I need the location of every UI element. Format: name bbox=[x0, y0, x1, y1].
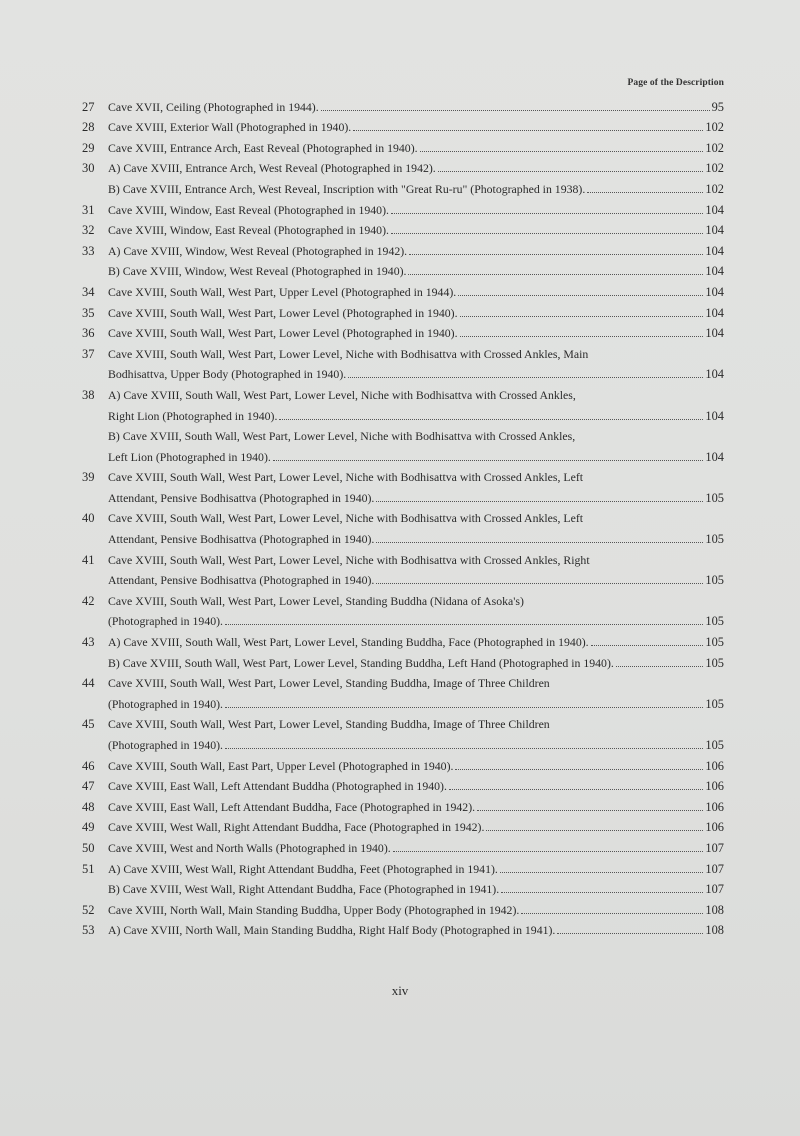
entry-page-number: 104 bbox=[705, 202, 724, 217]
dot-leader bbox=[591, 645, 704, 646]
dot-leader bbox=[521, 913, 703, 914]
dot-leader bbox=[376, 542, 703, 543]
entry-page-number: 106 bbox=[705, 758, 724, 773]
dot-leader bbox=[279, 419, 703, 420]
entry-title: B) Cave XVIII, West Wall, Right Attendant Buddha, Face (Photographed in 1941). bbox=[108, 882, 500, 897]
dot-leader bbox=[225, 748, 703, 749]
toc-entry bbox=[82, 525, 724, 546]
dot-leader bbox=[460, 316, 704, 317]
entry-page-number: 104 bbox=[705, 284, 724, 299]
entry-page-number: 104 bbox=[705, 449, 724, 464]
toc-entry bbox=[82, 237, 724, 258]
dot-leader bbox=[353, 130, 703, 131]
dot-leader bbox=[391, 233, 703, 234]
entry-title: Cave XVIII, South Wall, West Part, Lower Level, Standing Buddha, Image of Three Children bbox=[108, 717, 550, 732]
plate-number: 33 bbox=[82, 243, 95, 258]
dot-leader bbox=[486, 830, 703, 831]
entry-page-number: 102 bbox=[705, 120, 724, 135]
plate-number: 45 bbox=[82, 717, 95, 732]
entry-page-number: 105 bbox=[705, 738, 724, 752]
entry-title: Cave XVIII, South Wall, West Part, Upper Level (Photographed in 1944). bbox=[108, 284, 457, 299]
entry-page-number: 107 bbox=[705, 840, 724, 855]
plate-number: 37 bbox=[82, 346, 95, 361]
entry-page-number: 102 bbox=[705, 181, 724, 196]
entry-page-number: 106 bbox=[705, 799, 724, 814]
entry-page-number: 108 bbox=[705, 902, 724, 917]
plate-number: 50 bbox=[82, 840, 95, 855]
toc-entry bbox=[82, 546, 724, 567]
plate-number: 48 bbox=[82, 799, 95, 814]
page-header: Page of the Description bbox=[627, 78, 724, 88]
entry-page-number: 107 bbox=[705, 882, 724, 897]
entry-title: Attendant, Pensive Bodhisattva (Photographed in 1940). bbox=[108, 490, 375, 505]
toc-entry bbox=[82, 484, 724, 505]
toc-entry bbox=[82, 402, 724, 423]
entry-title: Cave XVIII, South Wall, West Part, Lower Level (Photographed in 1940). bbox=[108, 305, 458, 320]
toc-entry bbox=[82, 320, 724, 341]
toc-entry bbox=[82, 155, 724, 176]
plate-number: 46 bbox=[82, 758, 95, 773]
toc-entry bbox=[82, 814, 724, 835]
toc-entry bbox=[82, 752, 724, 773]
dot-leader bbox=[376, 501, 703, 502]
dot-leader bbox=[477, 810, 703, 811]
plate-number: 34 bbox=[82, 284, 95, 299]
entry-title: Cave XVIII, South Wall, West Part, Lower Level, Standing Buddha, Image of Three Children bbox=[108, 676, 550, 691]
plate-number: 31 bbox=[82, 202, 95, 217]
entry-title: Attendant, Pensive Bodhisattva (Photographed in 1940). bbox=[108, 532, 375, 547]
entry-title: Cave XVIII, South Wall, West Part, Lower Level (Photographed in 1940). bbox=[108, 326, 458, 341]
entry-page-number: 106 bbox=[705, 779, 724, 794]
entry-page-number: 104 bbox=[705, 223, 724, 238]
entry-page-number: 105 bbox=[705, 490, 724, 505]
entry-page-number: 104 bbox=[705, 367, 724, 382]
plate-number: 42 bbox=[82, 593, 95, 608]
entry-page-number: 104 bbox=[705, 264, 724, 279]
entry-title: (Photographed in 1940). bbox=[108, 738, 224, 752]
entry-title: Cave XVIII, West Wall, Right Attendant Buddha, Face (Photographed in 1942). bbox=[108, 820, 485, 835]
toc-entry bbox=[82, 773, 724, 794]
toc-entry bbox=[82, 670, 724, 691]
entry-title: Left Lion (Photographed in 1940). bbox=[108, 449, 271, 464]
toc-entry bbox=[82, 299, 724, 320]
dot-leader bbox=[557, 933, 703, 934]
toc-entry bbox=[82, 628, 724, 649]
entry-title: Cave XVIII, Entrance Arch, East Reveal (Photographed in 1940). bbox=[108, 140, 418, 155]
toc-entry bbox=[82, 134, 724, 155]
entry-title: A) Cave XVIII, Window, West Reveal (Photographed in 1942). bbox=[108, 243, 408, 258]
toc-entry bbox=[82, 690, 724, 711]
entry-title: Cave XVIII, East Wall, Left Attendant Buddha (Photographed in 1940). bbox=[108, 779, 447, 794]
toc-entry bbox=[82, 175, 724, 196]
toc-entry bbox=[82, 258, 724, 279]
dot-leader bbox=[273, 460, 704, 461]
entry-title: Cave XVIII, West and North Walls (Photographed in 1940). bbox=[108, 840, 391, 855]
plate-number: 29 bbox=[82, 140, 95, 155]
entry-title: Cave XVIII, South Wall, West Part, Lower Level, Niche with Bodhisattva with Crossed Ankles, Right bbox=[108, 552, 590, 567]
plate-number: 30 bbox=[82, 161, 95, 176]
dot-leader bbox=[391, 213, 703, 214]
entry-title: Cave XVII, Ceiling (Photographed in 1944). bbox=[108, 99, 319, 114]
entry-title: Right Lion (Photographed in 1940). bbox=[108, 408, 278, 423]
toc-entry bbox=[82, 114, 724, 135]
table-of-contents bbox=[82, 93, 724, 937]
dot-leader bbox=[348, 377, 703, 378]
toc-entry bbox=[82, 423, 724, 444]
entry-title: Cave XVIII, South Wall, West Part, Lower Level, Niche with Bodhisattva with Crossed Ankles, Left bbox=[108, 511, 584, 526]
toc-entry bbox=[82, 443, 724, 464]
dot-leader bbox=[408, 274, 703, 275]
entry-page-number: 104 bbox=[705, 408, 724, 423]
entry-title: Cave XVIII, Window, East Reveal (Photographed in 1940). bbox=[108, 223, 389, 238]
plate-number: 28 bbox=[82, 120, 95, 135]
entry-title: A) Cave XVIII, South Wall, West Part, Lower Level, Niche with Bodhisattva with Crossed Ankles, bbox=[108, 387, 576, 402]
toc-entry bbox=[82, 896, 724, 917]
entry-title: Cave XVIII, Window, East Reveal (Photographed in 1940). bbox=[108, 202, 389, 217]
plate-number: 39 bbox=[82, 470, 95, 485]
dot-leader bbox=[409, 254, 703, 255]
entry-page-number: 107 bbox=[705, 861, 724, 876]
plate-number: 41 bbox=[82, 552, 95, 567]
toc-entry bbox=[82, 917, 724, 938]
entry-page-number: 105 bbox=[705, 635, 724, 650]
entry-title: Cave XVIII, South Wall, West Part, Lower Level, Standing Buddha (Nidana of Asoka's) bbox=[108, 593, 524, 608]
toc-entry bbox=[82, 649, 724, 670]
entry-title: Bodhisattva, Upper Body (Photographed in 1940). bbox=[108, 367, 347, 382]
entry-page-number: 105 bbox=[705, 573, 724, 588]
dot-leader bbox=[225, 707, 703, 708]
plate-number: 27 bbox=[82, 99, 95, 114]
toc-entry bbox=[82, 217, 724, 238]
entry-page-number: 104 bbox=[705, 305, 724, 320]
toc-entry bbox=[82, 731, 724, 752]
toc-entry bbox=[82, 567, 724, 588]
dot-leader bbox=[225, 624, 703, 625]
plate-number: 43 bbox=[82, 635, 95, 650]
dot-leader bbox=[438, 171, 704, 172]
entry-title: Cave XVIII, East Wall, Left Attendant Buddha, Face (Photographed in 1942). bbox=[108, 799, 476, 814]
entry-page-number: 105 bbox=[705, 696, 724, 711]
entry-page-number: 105 bbox=[705, 614, 724, 629]
plate-number: 44 bbox=[82, 676, 95, 691]
dot-leader bbox=[376, 583, 703, 584]
toc-entry bbox=[82, 278, 724, 299]
plate-number: 35 bbox=[82, 305, 95, 320]
entry-title: B) Cave XVIII, South Wall, West Part, Lower Level, Standing Buddha, Left Hand (Photographed in 1940). bbox=[108, 655, 614, 670]
entry-page-number: 106 bbox=[705, 820, 724, 835]
dot-leader bbox=[393, 851, 704, 852]
toc-entry bbox=[82, 834, 724, 855]
entry-title: A) Cave XVIII, Entrance Arch, West Reveal (Photographed in 1942). bbox=[108, 161, 436, 176]
toc-entry bbox=[82, 793, 724, 814]
entry-title: B) Cave XVIII, Entrance Arch, West Reveal, Inscription with "Great Ru-ru" (Photographed in 1938). bbox=[108, 181, 586, 196]
entry-page-number: 102 bbox=[705, 161, 724, 176]
entry-page-number: 105 bbox=[705, 532, 724, 547]
toc-entry bbox=[82, 587, 724, 608]
entry-title: Cave XVIII, North Wall, Main Standing Buddha, Upper Body (Photographed in 1942). bbox=[108, 902, 520, 917]
toc-entry bbox=[82, 381, 724, 402]
toc-entry bbox=[82, 340, 724, 361]
entry-title: (Photographed in 1940). bbox=[108, 696, 224, 711]
dot-leader bbox=[455, 769, 703, 770]
plate-number: 38 bbox=[82, 387, 95, 402]
plate-number: 36 bbox=[82, 326, 95, 341]
entry-title: (Photographed in 1940). bbox=[108, 614, 224, 629]
entry-title: Cave XVIII, South Wall, West Part, Lower Level, Niche with Bodhisattva with Crossed Ankles, Main bbox=[108, 346, 589, 361]
toc-entry bbox=[82, 93, 724, 114]
entry-title: B) Cave XVIII, Window, West Reveal (Photographed in 1940). bbox=[108, 264, 407, 279]
toc-entry bbox=[82, 464, 724, 485]
toc-entry bbox=[82, 505, 724, 526]
entry-title: B) Cave XVIII, South Wall, West Part, Lower Level, Niche with Bodhisattva with Crossed Ankles, bbox=[108, 429, 576, 444]
plate-number: 53 bbox=[82, 923, 95, 938]
dot-leader bbox=[587, 192, 703, 193]
entry-title: A) Cave XVIII, West Wall, Right Attendant Buddha, Feet (Photographed in 1941). bbox=[108, 861, 498, 876]
entry-page-number: 102 bbox=[705, 140, 724, 155]
entry-title: Cave XVIII, Exterior Wall (Photographed in 1940). bbox=[108, 120, 352, 135]
dot-leader bbox=[501, 892, 703, 893]
entry-page-number: 108 bbox=[705, 923, 724, 938]
dot-leader bbox=[449, 789, 704, 790]
toc-entry bbox=[82, 855, 724, 876]
entry-page-number: 104 bbox=[705, 326, 724, 341]
plate-number: 47 bbox=[82, 779, 95, 794]
toc-entry bbox=[82, 361, 724, 382]
entry-page-number: 105 bbox=[705, 655, 724, 670]
page-number: xiv bbox=[391, 983, 409, 998]
plate-number: 40 bbox=[82, 511, 95, 526]
dot-leader bbox=[321, 110, 710, 111]
toc-entry bbox=[82, 876, 724, 897]
dot-leader bbox=[616, 666, 704, 667]
entry-page-number: 104 bbox=[705, 243, 724, 258]
dot-leader bbox=[500, 872, 704, 873]
entry-page-number: 95 bbox=[711, 99, 724, 114]
plate-number: 32 bbox=[82, 223, 95, 238]
entry-title: A) Cave XVIII, South Wall, West Part, Lower Level, Standing Buddha, Face (Photographed in 1940). bbox=[108, 635, 589, 650]
entry-title: Attendant, Pensive Bodhisattva (Photographed in 1940). bbox=[108, 573, 375, 588]
entry-title: Cave XVIII, South Wall, East Part, Upper Level (Photographed in 1940). bbox=[108, 758, 454, 773]
plate-number: 51 bbox=[82, 861, 95, 876]
entry-title: Cave XVIII, South Wall, West Part, Lower Level, Niche with Bodhisattva with Crossed Ankles, Left bbox=[108, 470, 584, 485]
dot-leader bbox=[458, 295, 703, 296]
plate-number: 52 bbox=[82, 902, 95, 917]
dot-leader bbox=[460, 336, 704, 337]
plate-number: 49 bbox=[82, 820, 95, 835]
toc-entry bbox=[82, 711, 724, 732]
entry-title: A) Cave XVIII, North Wall, Main Standing Buddha, Right Half Body (Photographed in 1941). bbox=[108, 923, 556, 938]
dot-leader bbox=[420, 151, 704, 152]
toc-entry bbox=[82, 608, 724, 629]
toc-entry bbox=[82, 196, 724, 217]
